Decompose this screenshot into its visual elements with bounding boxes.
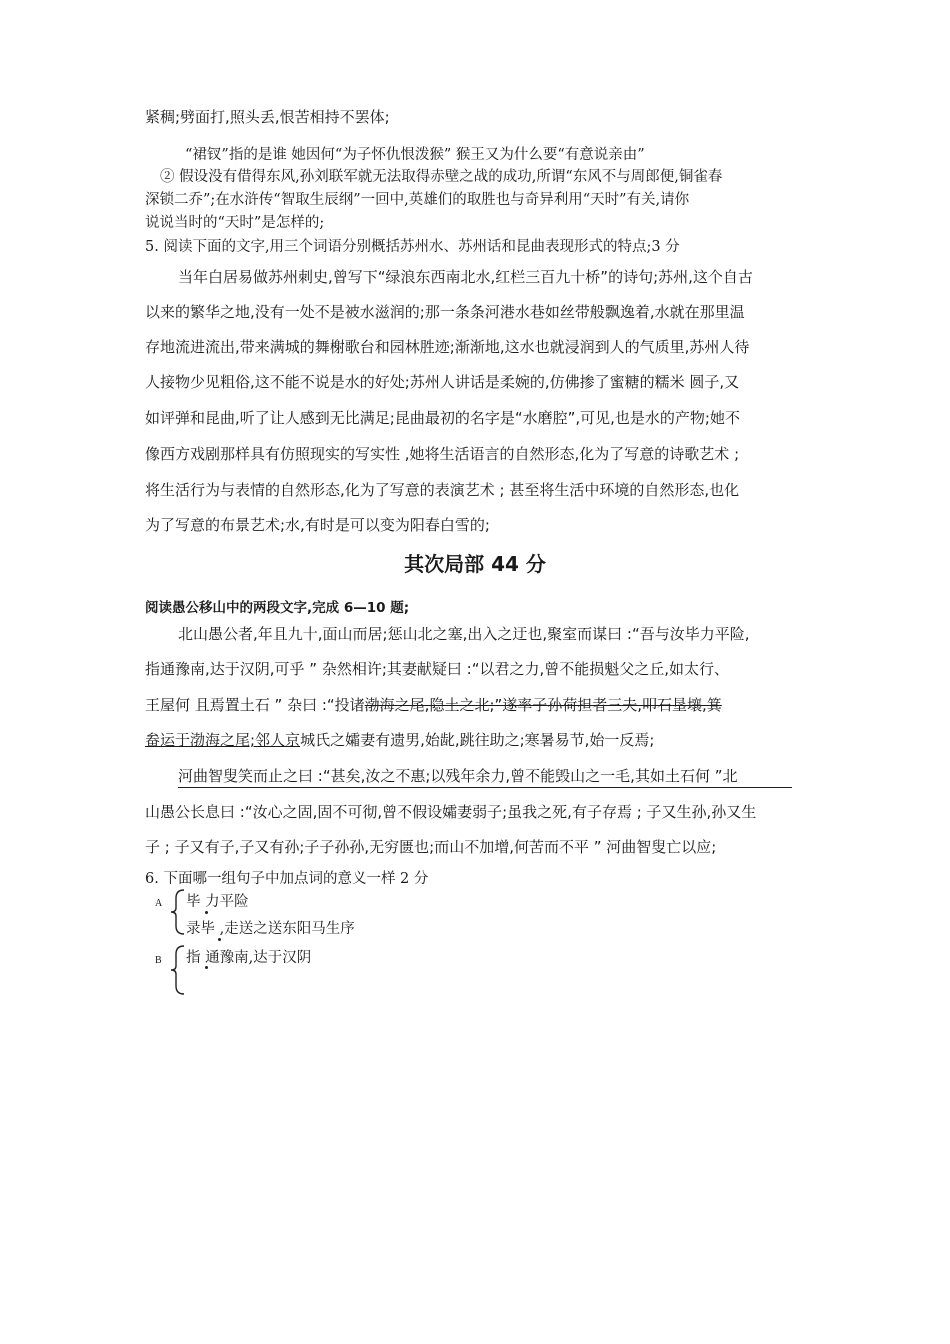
text-line: 深锁二乔”;在水浒传“智取生辰纲”一回中,英雄们的取胜也与奇异利用“天时”有关,请你 [145, 192, 690, 208]
text-line: 为了写意的布景艺术;水,有时是可以变为阳春白雪的; [145, 516, 490, 534]
section-instruction: 阅读愚公移山中的两段文字,完成 6—10 题; [145, 600, 410, 616]
text-line: 说说当时的“天时”是怎样的; [145, 215, 325, 231]
text-line: 子 ; 子又有子,子又有孙;子子孙孙,无穷匮也;而山不加增,何苦而不平 ” 河曲智叟亡以应; [145, 838, 717, 856]
text-plain: 城氏之孀妻有遗男,始龀,跳往助之;寒暑易节,始一反焉; [300, 731, 655, 749]
option-b-line-1: 指 通豫南,达于汉阴 [186, 950, 312, 966]
question-6-prompt: 6. 下面哪一组句子中加点词的意义一样 2 分 [145, 871, 429, 887]
option-a-line-1: 毕 力平险 [186, 894, 249, 910]
text-line [145, 694, 722, 715]
text-line: 紧稠;劈面打,照头丢,恨苦相持不罢体; [145, 108, 390, 126]
text-line [145, 729, 654, 750]
text-line: 山愚公长息曰 :“汝心之固,固不可彻,曾不假设孀妻弱子;虽我之死,有子存焉 ; 子又生孙,孙又生 [145, 803, 757, 821]
text-line: 当年白居易做苏州刺史,曾写下“绿浪东西南北水,红栏三百九十桥”的诗句;苏州,这个自古 [178, 268, 753, 286]
text-line: 河曲智叟笑而止之曰 :“甚矣,汝之不惠;以残年余力,曾不能毁山之一毛,其如土石何 ”北 [178, 767, 738, 785]
text-line: 将生活行为与表情的自然形态,化为了写意的表演艺术 ; 甚至将生活中环境的自然形态,也化 [145, 481, 740, 499]
text-underlined: 畚运于渤海之尾;邻人京 [145, 731, 301, 749]
option-a-line-2: 录毕 ,走送之送东阳马生序 [186, 921, 355, 937]
text-line: 以来的繁华之地,没有一处不是被水滋润的;那一条条河港水巷如丝带般飘逸着,水就在那里温 [145, 303, 745, 321]
brace-icon [170, 888, 186, 936]
brace-icon [170, 944, 186, 996]
text-plain: 王屋何 且焉置土石 ” 杂曰 :“投诸 [145, 696, 365, 714]
text-strikethrough: 渤海之尾,隐土之北;”遂率子孙荷担者三夫,叩石垦壤,箕 [364, 696, 722, 714]
emphasis-dot [205, 966, 208, 969]
section-title: 其次局部 44 分 [404, 552, 546, 576]
text-line: 存地流进流出,带来满城的舞榭歌台和园林胜迹;渐渐地,这水也就浸润到人的气质里,苏州人待 [145, 338, 750, 356]
emphasis-dot [218, 938, 221, 941]
emphasis-dot [205, 911, 208, 914]
text-line: 如评弹和昆曲,听了让人感到无比满足;昆曲最初的名字是“水磨腔”,可见,也是水的产物;她不 [145, 409, 740, 427]
text-line: 像西方戏剧那样具有仿照现实的写实性 ,她将生活语言的自然形态,化为了写意的诗歌艺术 ; [145, 445, 740, 463]
text-line: 北山愚公者,年且九十,面山而居;惩山北之塞,出入之迂也,聚室而谋曰 :“吾与汝毕力平险, [178, 625, 750, 643]
text-line: ② 假设没有借得东风,孙刘联军就无法取得赤壁之战的成功,所谓“东风不与周郎便,铜雀春 [160, 169, 723, 185]
text-line: “裙钗”指的是谁 她因何“为子怀仇恨泼猴” 猴王又为什么要“有意说亲由” [185, 147, 645, 163]
underline-rule [178, 787, 792, 788]
option-a-label: A [155, 898, 163, 909]
option-b-label: B [155, 955, 162, 966]
text-line: 人接物少见粗俗,这不能不说是水的好处;苏州人讲话是柔婉的,仿佛掺了蜜糖的糯米 圆子,又 [145, 373, 740, 391]
text-line: 指通豫南,达于汉阴,可乎 ” 杂然相许;其妻献疑曰 :“以君之力,曾不能损魁父之丘,如太行、 [145, 660, 730, 678]
question-5-prompt: 5. 阅读下面的文字,用三个词语分别概括苏州水、苏州话和昆曲表现形式的特点;3 分 [145, 239, 680, 255]
